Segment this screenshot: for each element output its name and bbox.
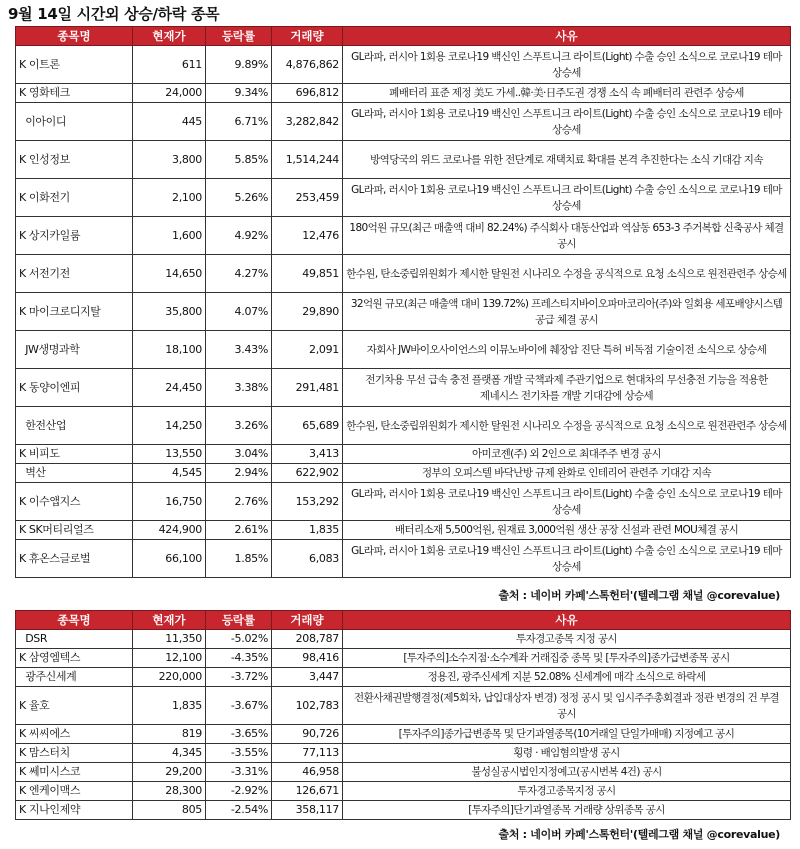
stock-name-cell: K 인성정보 <box>16 141 133 179</box>
price-cell: 24,450 <box>133 369 206 407</box>
reason-cell: 투자경고종목지정 공시 <box>343 782 791 801</box>
price-cell: 14,650 <box>133 255 206 293</box>
header-reason: 사유 <box>343 27 791 46</box>
stock-name-cell: 광주신세계 <box>16 668 133 687</box>
table-row <box>16 801 791 820</box>
stock-name-cell: K 엔케이맥스 <box>16 782 133 801</box>
price-cell: 2,100 <box>133 179 206 217</box>
reason-cell: 전기차용 무선 급속 충전 플랫폼 개발 국책과제 주관기업으로 현대차의 무선충전 기능을 적용한 제네시스 전기차를 개발 기대감에 상승세 <box>343 369 791 407</box>
header-price: 현재가 <box>133 611 206 630</box>
volume-cell: 696,812 <box>272 84 343 103</box>
table-row <box>16 179 791 217</box>
reason-cell: GL라파, 러시아 1회용 코로나19 백신인 스푸트니크 라이트(Light) 수출 승인 소식으로 코로나19 테마 상승세 <box>343 103 791 141</box>
reason-cell: 투자경고종목 지정 공시 <box>343 630 791 649</box>
volume-cell: 49,851 <box>272 255 343 293</box>
change-rate-cell: -3.67% <box>206 687 272 725</box>
table-header-row <box>16 611 791 630</box>
change-rate-cell: 4.92% <box>206 217 272 255</box>
reason-cell: 180억원 규모(최근 매출액 대비 82.24%) 주식회사 대동산업과 역삼동 653-3 주거복합 신축공사 체결 공시 <box>343 217 791 255</box>
stock-name-cell: DSR <box>16 630 133 649</box>
source-credit: 출처 : 네이버 카페'스톡헌터'(텔레그램 채널 @corevalue) <box>498 828 780 841</box>
stock-name-cell: K 율호 <box>16 687 133 725</box>
price-cell: 29,200 <box>133 763 206 782</box>
reason-cell: 배터리소재 5,500억원, 원재료 3,000억원 생산 공장 신설과 관련 MOU체결 공시 <box>343 521 791 540</box>
change-rate-cell: -3.65% <box>206 725 272 744</box>
reason-cell: GL라파, 러시아 1회용 코로나19 백신인 스푸트니크 라이트(Light) 수출 승인 소식으로 코로나19 테마 상승세 <box>343 46 791 84</box>
volume-cell: 12,476 <box>272 217 343 255</box>
change-rate-cell: -5.02% <box>206 630 272 649</box>
stock-name-cell: K 씨씨에스 <box>16 725 133 744</box>
reason-cell: 폐배터리 표준 제정 美도 가세..韓·美·日주도권 경쟁 소식 속 폐배터리 관련주 상승세 <box>343 84 791 103</box>
price-cell: 611 <box>133 46 206 84</box>
volume-cell: 1,514,244 <box>272 141 343 179</box>
price-cell: 18,100 <box>133 331 206 369</box>
price-cell: 16,750 <box>133 483 206 521</box>
price-cell: 424,900 <box>133 521 206 540</box>
table-row <box>16 630 791 649</box>
table-row <box>16 521 791 540</box>
price-cell: 819 <box>133 725 206 744</box>
volume-cell: 3,282,842 <box>272 103 343 141</box>
change-rate-cell: 9.89% <box>206 46 272 84</box>
table-row <box>16 445 791 464</box>
price-cell: 445 <box>133 103 206 141</box>
volume-cell: 358,117 <box>272 801 343 820</box>
reason-cell: 아미코젠(주) 외 2인으로 최대주주 변경 공시 <box>343 445 791 464</box>
table-row <box>16 540 791 578</box>
page-title: 9월 14일 시간외 상승/하락 종목 <box>8 5 220 23</box>
reason-cell: 한수원, 탄소중립위원회가 제시한 탈원전 시나리오 수정을 공식적으로 요청 소식으로 원전관련주 상승세 <box>343 407 791 445</box>
volume-cell: 29,890 <box>272 293 343 331</box>
change-rate-cell: -3.55% <box>206 744 272 763</box>
price-cell: 28,300 <box>133 782 206 801</box>
change-rate-cell: 2.94% <box>206 464 272 483</box>
table-row <box>16 84 791 103</box>
stock-name-cell: K 마이크로디지탈 <box>16 293 133 331</box>
reason-cell: [투자주의]종가급변종목 및 단기과열종목(10거래일 단일가매매) 지정예고 공시 <box>343 725 791 744</box>
change-rate-cell: -3.72% <box>206 668 272 687</box>
price-cell: 12,100 <box>133 649 206 668</box>
stock-name-cell: K 이트론 <box>16 46 133 84</box>
table-row <box>16 293 791 331</box>
price-cell: 35,800 <box>133 293 206 331</box>
change-rate-cell: 3.38% <box>206 369 272 407</box>
table-row <box>16 369 791 407</box>
volume-cell: 2,091 <box>272 331 343 369</box>
stock-name-cell: K 이수앱지스 <box>16 483 133 521</box>
stock-name-cell: 한전산업 <box>16 407 133 445</box>
table-row <box>16 763 791 782</box>
volume-cell: 102,783 <box>272 687 343 725</box>
table-row <box>16 687 791 725</box>
volume-cell: 3,447 <box>272 668 343 687</box>
price-cell: 66,100 <box>133 540 206 578</box>
stock-name-cell: K 휴온스글로벌 <box>16 540 133 578</box>
price-cell: 4,345 <box>133 744 206 763</box>
price-cell: 4,545 <box>133 464 206 483</box>
reason-cell: 32억원 규모(최근 매출액 대비 139.72%) 프레스티지바이오파마코리아(주)와 일회용 세포배양시스템 공급 체결 공시 <box>343 293 791 331</box>
change-rate-cell: 5.85% <box>206 141 272 179</box>
table-header-row <box>16 27 791 46</box>
volume-cell: 1,835 <box>272 521 343 540</box>
table-row <box>16 483 791 521</box>
table-row <box>16 744 791 763</box>
volume-cell: 126,671 <box>272 782 343 801</box>
header-volume: 거래량 <box>272 27 343 46</box>
stock-name-cell: JW생명과학 <box>16 331 133 369</box>
table-row <box>16 407 791 445</box>
table-row <box>16 331 791 369</box>
reason-cell: 한수원, 탄소중립위원회가 제시한 탈원전 시나리오 수정을 공식적으로 요청 소식으로 원전관련주 상승세 <box>343 255 791 293</box>
change-rate-cell: 2.61% <box>206 521 272 540</box>
reason-cell: GL라파, 러시아 1회용 코로나19 백신인 스푸트니크 라이트(Light) 수출 승인 소식으로 코로나19 테마 상승세 <box>343 540 791 578</box>
volume-cell: 90,726 <box>272 725 343 744</box>
reason-cell: [투자주의]소수지점·소수계좌 거래집중 종목 및 [투자주의]종가급변종목 공시 <box>343 649 791 668</box>
volume-cell: 46,958 <box>272 763 343 782</box>
table-row <box>16 217 791 255</box>
reason-cell: 정용진, 광주신세계 지분 52.08% 신세계에 매각 소식으로 하락세 <box>343 668 791 687</box>
stock-name-cell: K 삼영엠텍스 <box>16 649 133 668</box>
volume-cell: 291,481 <box>272 369 343 407</box>
rising-stocks-table <box>15 26 791 578</box>
volume-cell: 3,413 <box>272 445 343 464</box>
stock-name-cell: K SK머티리얼즈 <box>16 521 133 540</box>
reason-cell: 자회사 JW바이오사이언스의 이뮤노바이에 췌장암 진단 특허 비독점 기술이전 소식으로 상승세 <box>343 331 791 369</box>
stock-name-cell: K 서전기전 <box>16 255 133 293</box>
change-rate-cell: 4.07% <box>206 293 272 331</box>
change-rate-cell: 3.04% <box>206 445 272 464</box>
price-cell: 3,800 <box>133 141 206 179</box>
volume-cell: 77,113 <box>272 744 343 763</box>
table-row <box>16 649 791 668</box>
change-rate-cell: 9.34% <box>206 84 272 103</box>
change-rate-cell: 6.71% <box>206 103 272 141</box>
reason-cell: 횡령 · 배임혐의발생 공시 <box>343 744 791 763</box>
volume-cell: 253,459 <box>272 179 343 217</box>
stock-name-cell: K 동양이엔피 <box>16 369 133 407</box>
volume-cell: 4,876,862 <box>272 46 343 84</box>
price-cell: 11,350 <box>133 630 206 649</box>
price-cell: 13,550 <box>133 445 206 464</box>
price-cell: 1,835 <box>133 687 206 725</box>
table-row <box>16 725 791 744</box>
reason-cell: 정부의 오피스텔 바닥난방 규제 완화로 인테리어 관련주 기대감 지속 <box>343 464 791 483</box>
volume-cell: 6,083 <box>272 540 343 578</box>
price-cell: 14,250 <box>133 407 206 445</box>
change-rate-cell: -3.31% <box>206 763 272 782</box>
change-rate-cell: 3.26% <box>206 407 272 445</box>
change-rate-cell: -2.92% <box>206 782 272 801</box>
header-change-rate: 등락률 <box>206 27 272 46</box>
table-row <box>16 103 791 141</box>
header-reason: 사유 <box>343 611 791 630</box>
reason-cell: GL라파, 러시아 1회용 코로나19 백신인 스푸트니크 라이트(Light) 수출 승인 소식으로 코로나19 테마 상승세 <box>343 179 791 217</box>
reason-cell: 전환사채권발행결정(제5회차, 납입대상자 변경) 정정 공시 및 임시주주총회결과 정관 변경의 건 부결 공시 <box>343 687 791 725</box>
change-rate-cell: 2.76% <box>206 483 272 521</box>
stock-name-cell: K 지나인제약 <box>16 801 133 820</box>
table-row <box>16 668 791 687</box>
table-row <box>16 46 791 84</box>
falling-stocks-table <box>15 610 791 820</box>
stock-name-cell: 이아이디 <box>16 103 133 141</box>
header-price: 현재가 <box>133 27 206 46</box>
header-volume: 거래량 <box>272 611 343 630</box>
volume-cell: 622,902 <box>272 464 343 483</box>
price-cell: 24,000 <box>133 84 206 103</box>
change-rate-cell: 5.26% <box>206 179 272 217</box>
change-rate-cell: 1.85% <box>206 540 272 578</box>
price-cell: 1,600 <box>133 217 206 255</box>
volume-cell: 153,292 <box>272 483 343 521</box>
change-rate-cell: -2.54% <box>206 801 272 820</box>
header-change-rate: 등락률 <box>206 611 272 630</box>
volume-cell: 208,787 <box>272 630 343 649</box>
stock-name-cell: K 맘스터치 <box>16 744 133 763</box>
reason-cell: GL라파, 러시아 1회용 코로나19 백신인 스푸트니크 라이트(Light) 수출 승인 소식으로 코로나19 테마 상승세 <box>343 483 791 521</box>
stock-name-cell: 벽산 <box>16 464 133 483</box>
reason-cell: [투자주의]단기과열종목 거래량 상위종목 공시 <box>343 801 791 820</box>
price-cell: 220,000 <box>133 668 206 687</box>
table-row <box>16 255 791 293</box>
price-cell: 805 <box>133 801 206 820</box>
stock-name-cell: K 쎄미시스코 <box>16 763 133 782</box>
stock-name-cell: K 이화전기 <box>16 179 133 217</box>
change-rate-cell: 4.27% <box>206 255 272 293</box>
table-row <box>16 782 791 801</box>
stock-name-cell: K 비피도 <box>16 445 133 464</box>
reason-cell: 불성실공시법인지정예고(공시번복 4건) 공시 <box>343 763 791 782</box>
header-stock-name: 종목명 <box>16 611 133 630</box>
table-row <box>16 464 791 483</box>
change-rate-cell: -4.35% <box>206 649 272 668</box>
volume-cell: 98,416 <box>272 649 343 668</box>
stock-name-cell: K 상지카일룸 <box>16 217 133 255</box>
change-rate-cell: 3.43% <box>206 331 272 369</box>
reason-cell: 방역당국의 위드 코로나를 위한 전단계로 재택치료 확대를 본격 추진한다는 소식 기대감 지속 <box>343 141 791 179</box>
source-credit: 출처 : 네이버 카페'스톡헌터'(텔레그램 채널 @corevalue) <box>498 589 780 602</box>
header-stock-name: 종목명 <box>16 27 133 46</box>
volume-cell: 65,689 <box>272 407 343 445</box>
stock-name-cell: K 영화테크 <box>16 84 133 103</box>
table-row <box>16 141 791 179</box>
